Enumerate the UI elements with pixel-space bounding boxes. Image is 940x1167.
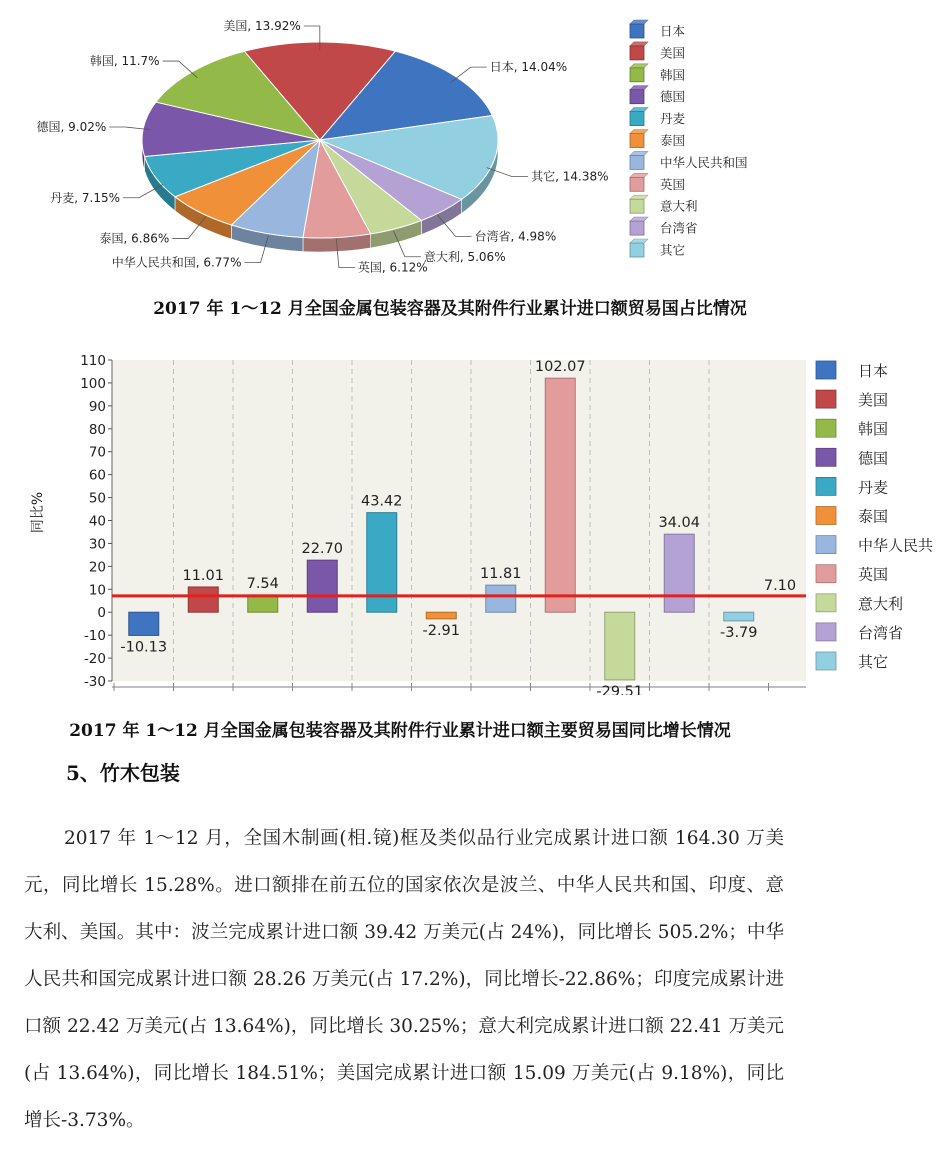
pie-chart-caption: 2017 年 1～12 月全国金属包装容器及其附件行业累计进口额贸易国占比情况 [153, 299, 747, 319]
pie-legend-swatch [630, 134, 644, 148]
pie-legend-label: 美国 [660, 45, 686, 61]
bar-legend-label: 英国 [858, 565, 889, 584]
pie-legend-label: 韩国 [660, 67, 686, 83]
y-tick-label: 60 [88, 467, 106, 484]
bar [664, 534, 694, 612]
y-tick-label: 10 [88, 582, 106, 599]
bar-legend-swatch [816, 448, 836, 466]
pie-legend-label: 其它 [660, 242, 686, 258]
bar [486, 585, 516, 612]
y-tick-label: 80 [88, 421, 106, 438]
bar [307, 560, 337, 612]
y-tick-label: 40 [88, 513, 106, 530]
y-tick-label: 50 [88, 490, 106, 507]
bar-legend-label: 中华人民共 [858, 536, 934, 555]
section-title: 5、竹木包装 [66, 761, 180, 785]
y-axis-label: 同比% [30, 491, 46, 534]
bar-value-label: 11.01 [182, 567, 225, 584]
pie-legend-swatch-top [630, 195, 648, 199]
bar-chart [0, 345, 940, 695]
bar-legend-label: 韩国 [858, 420, 889, 439]
bar-legend-label: 台湾省 [858, 623, 904, 642]
pie-legend-label: 台湾省 [660, 220, 698, 236]
bar [426, 612, 456, 619]
pie-legend-swatch [630, 199, 644, 213]
bar [545, 378, 575, 612]
bar-legend-label: 日本 [858, 362, 889, 380]
y-tick-labels [80, 353, 112, 690]
pie-legend-swatch [630, 177, 644, 191]
pie-legend-swatch [630, 24, 644, 38]
pie-slice-label: 台湾省, 4.98% [474, 229, 557, 244]
pie-top-group [142, 42, 498, 238]
pie-legend-swatch [630, 90, 644, 104]
bar-legend-swatch [816, 652, 836, 670]
bar-legend-label: 丹麦 [858, 478, 889, 497]
bar-legend-label: 其它 [858, 653, 889, 671]
bar-value-label: 102.07 [534, 359, 586, 376]
body-paragraph: 2017 年 1～12 月，全国木制画(相.镜)框及类似品行业完成累计进口额 164.30 万美元，同比增长 15.28%。进口额排在前五位的国家依次是波兰、中华人民共和国、印度、意大利、美国。其中：波兰完成累计进口额 39.42 万美元(占 24%)，同比增长 505.2%；中华人民共和国完成累计进口额 28.26 万美元(占 17.2%)，同比增长-22.86%；印度完成累计进口额 22.42 万美元(占 13.64%)，同比增长 30.25%；意大利完成累计进口额 22.41 万美元(占 13.64%)，同比增长 184.51%；美国完成累计进口额 15.09 万美元(占 9.18%)，同比增长-3.73%。 [24, 828, 784, 1131]
pie-slice-label: 德国, 9.02% [36, 120, 107, 135]
bar-legend-swatch [816, 536, 836, 554]
y-tick-label: 0 [97, 605, 106, 622]
y-tick-label: 70 [88, 444, 106, 461]
y-tick-label: 30 [88, 536, 106, 553]
pie-legend-label: 德国 [660, 89, 686, 105]
bar-legend-swatch [816, 565, 836, 583]
pie-legend-swatch-top [630, 108, 648, 112]
bar-legend-label: 泰国 [858, 507, 889, 526]
bar [188, 587, 218, 612]
pie-legend-swatch-top [630, 86, 648, 90]
bar-legend-swatch [816, 390, 836, 408]
body-text [24, 815, 784, 1144]
y-tick-label: 90 [88, 398, 106, 415]
pie-legend-swatch [630, 68, 644, 82]
bar-value-label: 7.54 [246, 575, 279, 592]
y-tick-label: -20 [83, 651, 106, 668]
pie-legend-label: 英国 [660, 176, 686, 192]
pie-legend-label: 中华人民共和国 [660, 154, 748, 170]
bar-value-label: -29.51 [596, 683, 644, 695]
bar-legend-label: 意大利 [858, 594, 904, 613]
pie-legend-swatch-top [630, 151, 648, 155]
pie-slice-label: 中华人民共和国, 6.77% [111, 255, 242, 270]
bar-value-label: 43.42 [360, 493, 403, 510]
pie-legend-swatch [630, 243, 644, 257]
pie-legend-swatch [630, 46, 644, 60]
bar-legend-swatch [816, 594, 836, 612]
bar-legend-swatch [816, 623, 836, 641]
pie-legend-label: 泰国 [660, 133, 686, 148]
pie-slice-label: 泰国, 6.86% [99, 231, 170, 246]
bar-chart-caption: 2017 年 1～12 月全国金属包装容器及其附件行业累计进口额主要贸易国同比增长情况 [69, 721, 731, 741]
pie-legend-swatch-top [630, 173, 648, 177]
reference-line-label: 7.10 [763, 577, 797, 594]
bar [605, 612, 635, 680]
pie-legend-label: 丹麦 [660, 111, 686, 127]
pie-legend-swatch [630, 221, 644, 235]
bar [248, 595, 278, 612]
pie-slice-label: 美国, 13.92% [223, 19, 301, 34]
pie-legend-swatch [630, 155, 644, 169]
bar [129, 612, 159, 635]
pie-legend-label: 意大利 [660, 198, 698, 214]
y-tick-label: -30 [83, 674, 106, 690]
pie-slice-label: 英国, 6.12% [357, 260, 428, 275]
y-tick-label: 20 [88, 559, 106, 576]
bar-value-label: 22.70 [301, 541, 344, 558]
bar-value-label: -2.91 [422, 622, 461, 639]
pie-slice-label: 韩国, 11.7% [89, 54, 160, 69]
pie-slice-label: 日本, 14.04% [489, 60, 568, 75]
pie-slice-label: 丹麦, 7.15% [50, 190, 121, 205]
bar-legend-label: 美国 [858, 391, 889, 410]
pie-legend [630, 20, 748, 258]
bar-legend-swatch [816, 507, 836, 525]
bar-value-label: -3.79 [719, 624, 758, 641]
pie-legend-swatch-top [630, 64, 648, 68]
bar-legend [816, 361, 933, 671]
bar-value-label: -10.13 [120, 639, 168, 656]
pie-slice-label: 其它, 14.38% [531, 169, 609, 184]
bar-value-label: 34.04 [658, 515, 701, 532]
pie-legend-label: 日本 [660, 23, 686, 39]
bar-legend-swatch [816, 361, 836, 379]
y-tick-label: 100 [80, 375, 106, 392]
pie-legend-swatch-top [630, 130, 648, 134]
pie-slice-label: 意大利, 5.06% [423, 249, 506, 264]
pie-legend-swatch-top [630, 42, 648, 46]
pie-legend-swatch [630, 112, 644, 126]
bar-value-label: 11.81 [479, 566, 522, 583]
y-tick-label: 110 [80, 353, 106, 369]
pie-legend-swatch-top [630, 20, 648, 24]
y-tick-label: -10 [83, 628, 106, 645]
pie-chart [0, 0, 940, 290]
bar-legend-swatch [816, 477, 836, 495]
pie-legend-swatch-top [630, 239, 648, 243]
bar [724, 612, 754, 621]
pie-legend-swatch-top [630, 217, 648, 221]
bar-legend-label: 德国 [858, 449, 889, 468]
bar-legend-swatch [816, 419, 836, 437]
